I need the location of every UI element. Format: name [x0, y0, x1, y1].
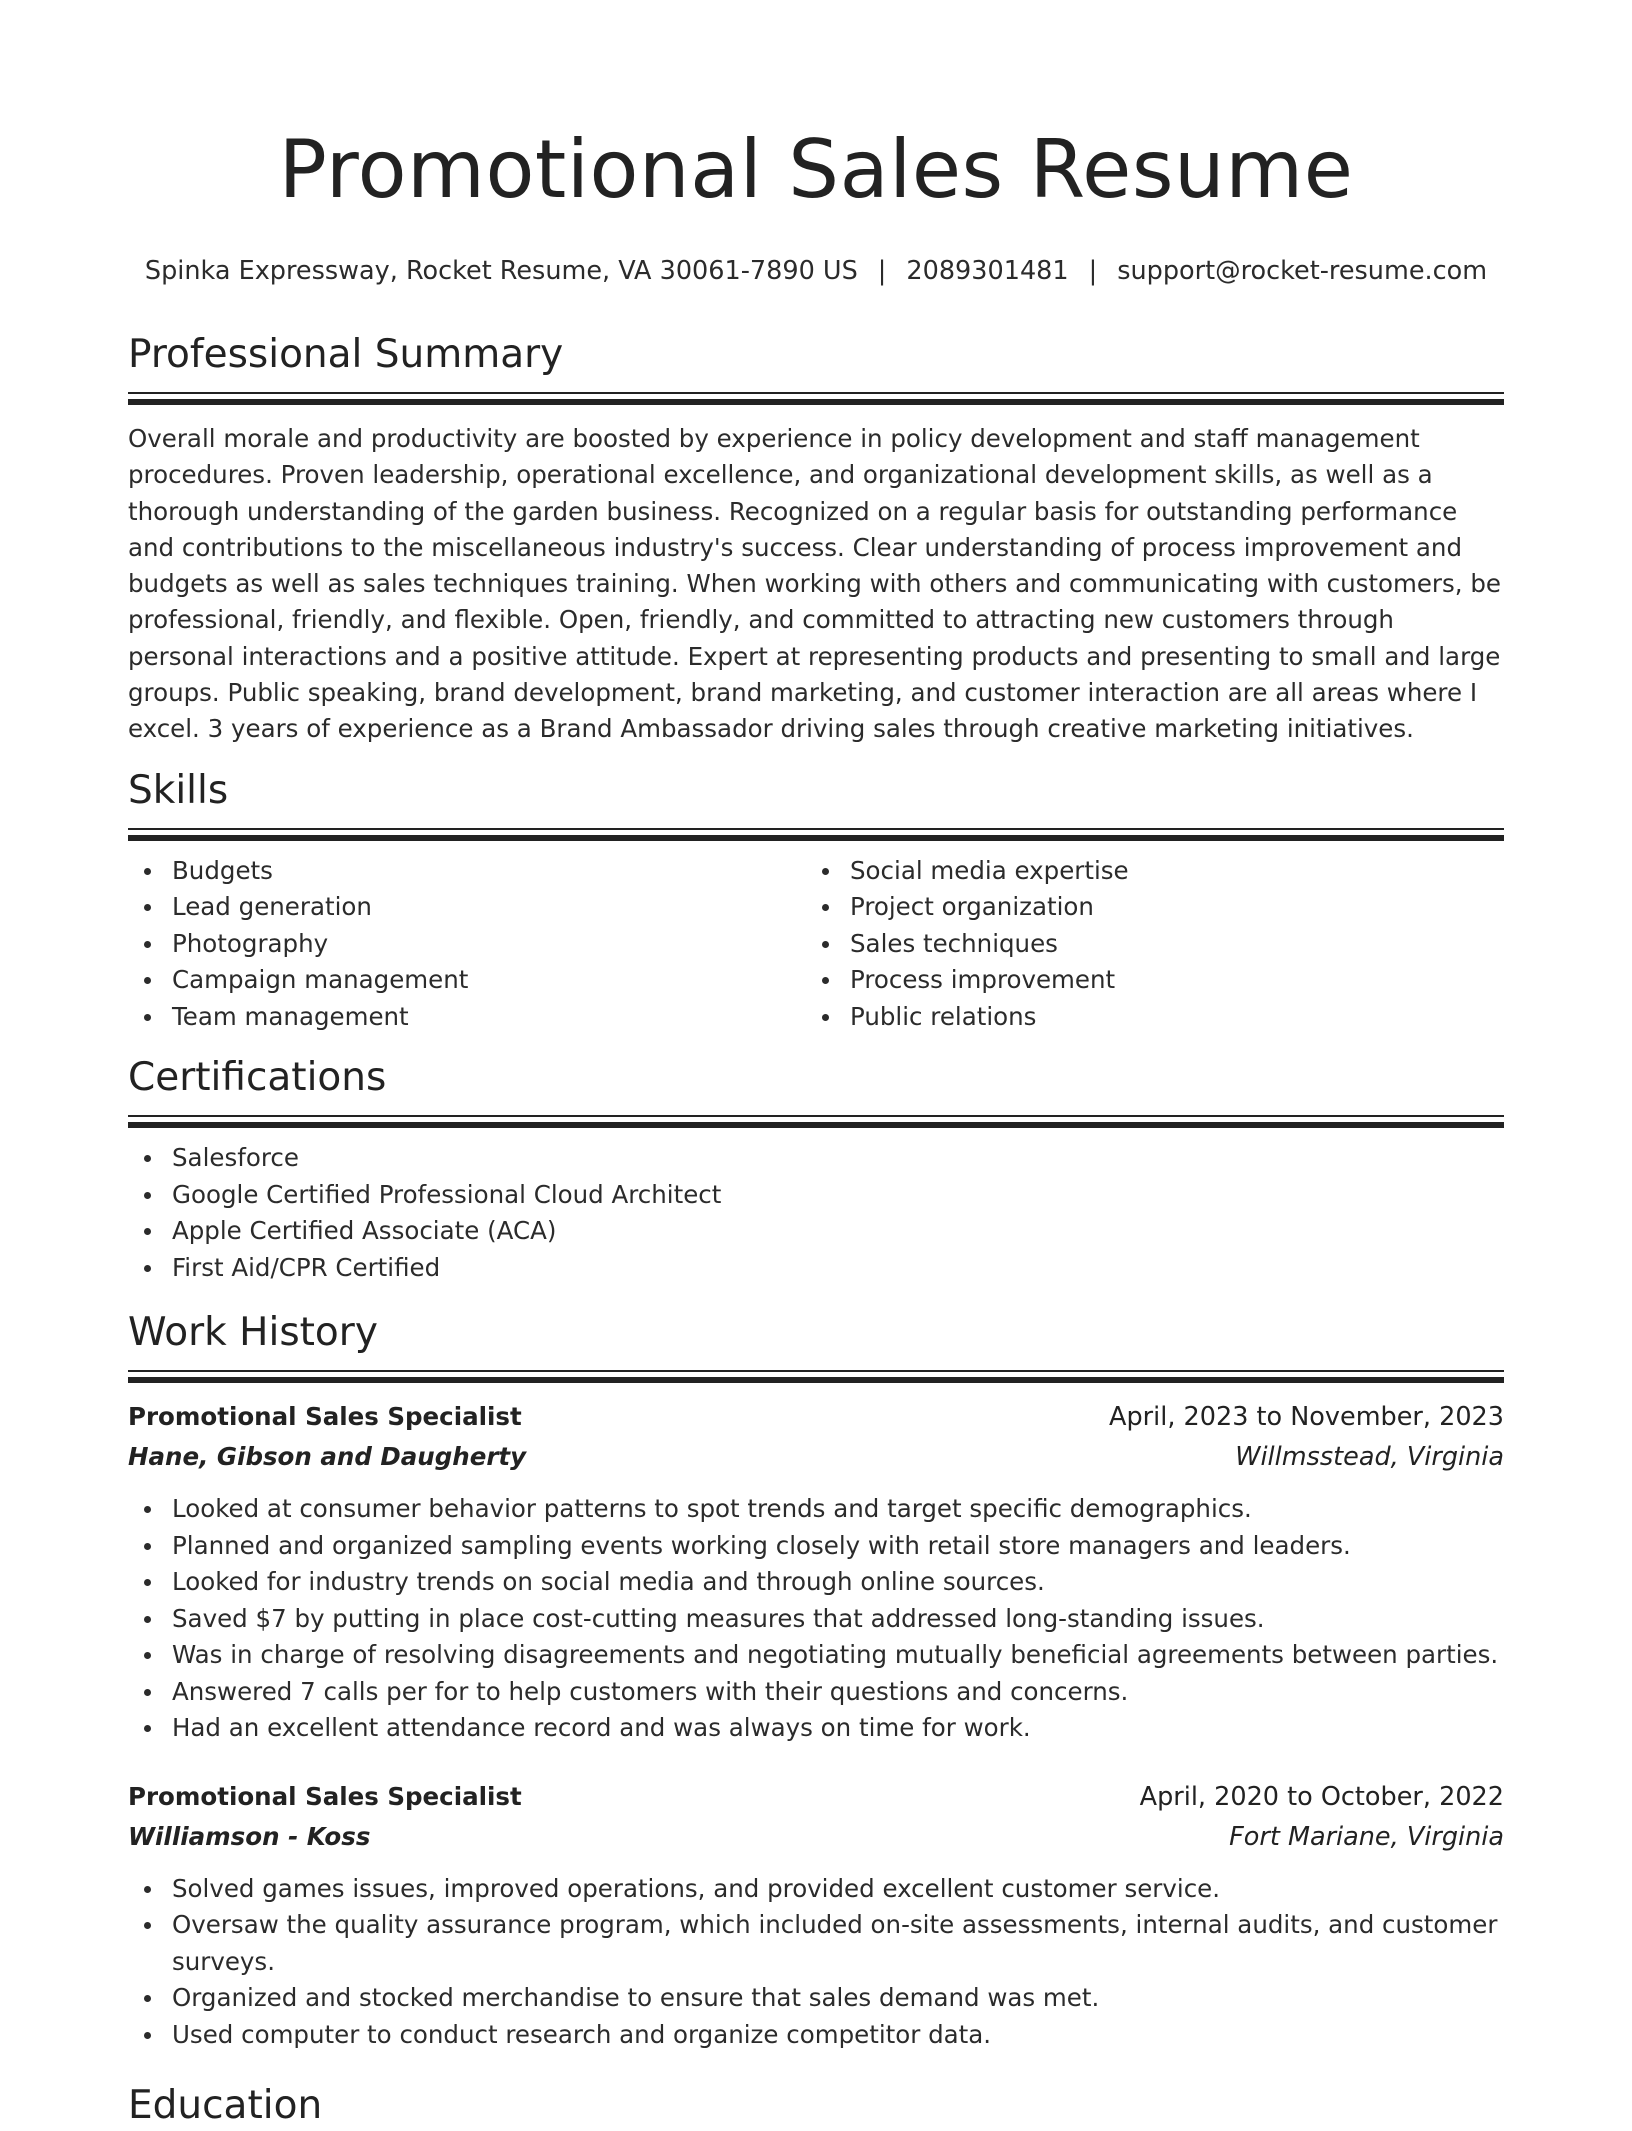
skills-grid — [128, 853, 1504, 1036]
job-duty-item: Was in charge of resolving disagreements and negotiating mutually beneficial agreements between parties. — [128, 1637, 1504, 1674]
job-company-row — [128, 1437, 1504, 1477]
summary-text: Overall morale and productivity are boosted by experience in policy development and staff management procedures. Proven leadership, operational excellence, and organizational development skills, as well as a thorough understanding of the garden business. Recognized on a regular basis for outstanding performance and contributions to the miscellaneous industry's success. Clear understanding of process improvement and budgets as well as sales techniques training. When working with others and communicating with customers, be professional, friendly, and flexible. Open, friendly, and committed to attracting new customers through personal interactions and a positive attitude. Expert at representing products and presenting to small and large groups. Public speaking, brand development, brand marketing, and customer interaction are all areas where I excel. 3 years of experience as a Brand Ambassador driving sales through creative marketing initiatives. — [128, 424, 1501, 744]
skills-column-right — [806, 853, 1484, 1036]
summary-section — [128, 330, 1504, 748]
skill-item: Campaign management — [128, 962, 806, 999]
skill-item: Process improvement — [806, 962, 1484, 999]
skill-item: Public relations — [806, 999, 1484, 1036]
job-company: Hane, Gibson and Daugherty — [128, 1442, 527, 1472]
job-title: Promotional Sales Specialist — [128, 1781, 522, 1811]
skill-item: Team management — [128, 999, 806, 1036]
skills-heading: Skills — [128, 767, 229, 813]
section-divider — [128, 828, 1504, 841]
section-divider — [128, 1115, 1504, 1128]
summary-heading: Professional Summary — [128, 332, 564, 377]
job-duty-item: Planned and organized sampling events working closely with retail store managers and leaders. — [128, 1528, 1504, 1565]
job-duty-item: Looked for industry trends on social media and through online sources. — [128, 1564, 1504, 1601]
contact-phone: 2089301481 — [906, 256, 1069, 286]
skill-item: Lead generation — [128, 889, 806, 926]
work-history-section — [128, 1308, 1504, 2053]
certification-item: Google Certified Professional Cloud Architect — [128, 1177, 1504, 1214]
resume-title: Promotional Sales Resume — [278, 123, 1354, 216]
job-duties-list — [128, 1871, 1504, 2054]
contact-address: Spinka Expressway, Rocket Resume, VA 30061-7890 US — [144, 256, 858, 286]
certification-item: First Aid/CPR Certified — [128, 1250, 1504, 1287]
job-company-row — [128, 1817, 1504, 1857]
certifications-heading: Certifications — [128, 1055, 387, 1101]
job-duty-item: Looked at consumer behavior patterns to spot trends and target specific demographics. — [128, 1491, 1504, 1528]
job-duty-item: Oversaw the quality assurance program, which included on-site assessments, internal audits, and customer surveys. — [128, 1907, 1504, 1980]
contact-email: support@rocket-resume.com — [1117, 256, 1488, 286]
job-duty-item: Organized and stocked merchandise to ensure that sales demand was met. — [128, 1980, 1504, 2017]
job-entry — [128, 1397, 1504, 1747]
education-section — [128, 2081, 1504, 2131]
job-entry — [128, 1777, 1504, 2054]
skill-item: Project organization — [806, 889, 1484, 926]
job-dates: April, 2023 to November, 2023 — [1109, 1402, 1504, 1433]
job-duty-item: Saved $7 by putting in place cost-cutting measures that addressed long-standing issues. — [128, 1601, 1504, 1638]
section-divider — [128, 392, 1504, 405]
skill-item: Photography — [128, 926, 806, 963]
skill-item: Budgets — [128, 853, 806, 890]
skill-item: Social media expertise — [806, 853, 1484, 890]
job-company: Williamson - Koss — [128, 1821, 371, 1851]
job-duty-item: Had an excellent attendance record and was always on time for work. — [128, 1710, 1504, 1747]
job-duty-item: Solved games issues, improved operations, and provided excellent customer service. — [128, 1871, 1504, 1908]
contact-line — [128, 254, 1504, 288]
job-location: Fort Mariane, Virginia — [1229, 1821, 1504, 1852]
contact-separator: | — [1088, 256, 1098, 286]
job-header-row — [128, 1777, 1504, 1817]
job-dates: April, 2020 to October, 2022 — [1139, 1781, 1504, 1812]
certification-item: Salesforce — [128, 1140, 1504, 1177]
resume-page — [128, 0, 1504, 2131]
job-duty-item: Used computer to conduct research and organize competitor data. — [128, 2017, 1504, 2054]
skill-item: Sales techniques — [806, 926, 1484, 963]
education-heading: Education — [128, 2083, 323, 2129]
skills-section — [128, 766, 1504, 1036]
work-history-heading: Work History — [128, 1310, 378, 1356]
contact-separator: | — [877, 256, 887, 286]
skills-column-left — [128, 853, 806, 1036]
section-divider — [128, 1370, 1504, 1383]
job-duties-list — [128, 1491, 1504, 1747]
job-location: Willmsstead, Virginia — [1235, 1442, 1504, 1473]
certification-item: Apple Certified Associate (ACA) — [128, 1213, 1504, 1250]
certifications-list — [128, 1140, 1504, 1286]
job-header-row — [128, 1397, 1504, 1437]
job-duty-item: Answered 7 calls per for to help customers with their questions and concerns. — [128, 1674, 1504, 1711]
job-title: Promotional Sales Specialist — [128, 1402, 522, 1432]
certifications-section — [128, 1053, 1504, 1286]
